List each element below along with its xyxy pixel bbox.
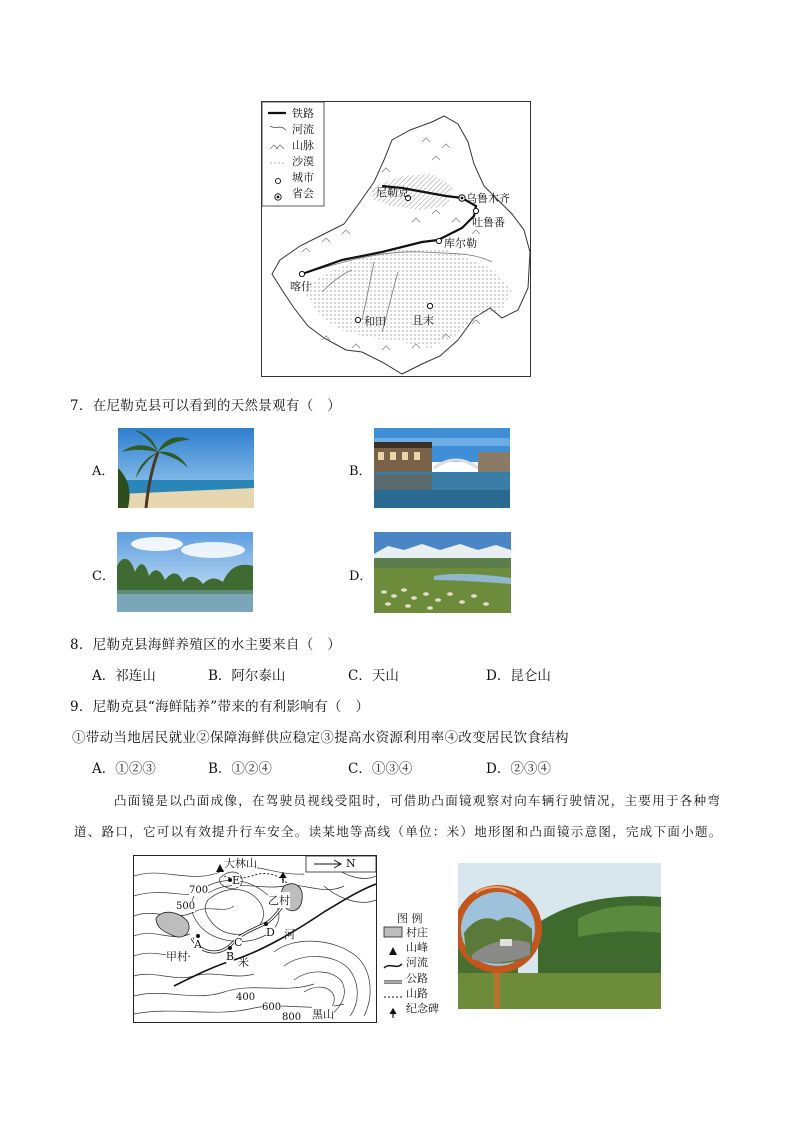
q9-option-b: B．①②④ <box>208 761 272 777</box>
point-e-label: E <box>232 874 241 887</box>
city-urumqi: 乌鲁木齐 <box>466 192 510 205</box>
village-jia-area <box>156 912 189 937</box>
city-hotan: 和田 <box>364 315 386 328</box>
water-town-photo <box>374 428 510 508</box>
karst-river-photo <box>117 532 253 612</box>
beach-palm-photo <box>118 428 254 508</box>
legend-desert: 沙漠 <box>292 155 314 168</box>
contour-700: 700 <box>189 885 209 896</box>
legend-mountain: 山脉 <box>292 139 314 152</box>
legend-peak: 山峰 <box>406 941 428 955</box>
q8-option-b: B．阿尔泰山 <box>208 668 286 684</box>
dalin-peak-icon <box>216 864 224 872</box>
legend-title: 图 例 <box>397 912 423 925</box>
legend-highway: 公路 <box>406 971 428 985</box>
city-nileke: 尼勒克 <box>376 186 409 199</box>
city-kashgar: 喀什 <box>290 280 312 293</box>
q9-statements: ①带动当地居民就业②保障海鲜供应稳定③提高水资源利用率④改变居民饮食结构 <box>72 730 569 746</box>
q8-option-c: C．天山 <box>348 668 399 684</box>
xinjiang-map <box>261 101 531 377</box>
river-char-mi: 米 <box>238 956 249 969</box>
monument-icon <box>280 873 286 883</box>
legend-river: 河流 <box>292 123 314 136</box>
q7-stem: 7．在尼勒克县可以看到的天然景观有（ ） <box>70 398 342 414</box>
north-label: N <box>346 857 356 870</box>
point-d-label: D <box>266 926 275 939</box>
convex-mirror-photo <box>458 863 661 1009</box>
point-a-label: A <box>194 938 202 951</box>
passage-line-2: 道、路口，它可以有效提升行车安全。读某地等高线（单位：米）地形图和凸面镜示意图，完成下面小题。 <box>74 824 723 839</box>
contour-500: 500 <box>176 901 196 912</box>
city-turpan: 吐鲁番 <box>472 216 505 229</box>
city-korla: 库尔勒 <box>444 237 477 250</box>
legend-railway: 铁路 <box>292 107 314 120</box>
q7-option-d-label: D． <box>349 569 373 584</box>
legend-mountain-path: 山路 <box>406 986 428 1000</box>
legend-monument: 纪念碑 <box>406 1002 439 1016</box>
contour-400: 400 <box>236 992 256 1003</box>
q8-option-d: D．昆仑山 <box>486 668 551 684</box>
q9-option-d: D．②③④ <box>486 761 551 777</box>
legend-capital: 省会 <box>292 187 314 200</box>
q9-option-c: C．①③④ <box>348 761 413 777</box>
q7-option-a-label: A． <box>92 464 115 479</box>
village-yi-label: 乙村 <box>268 894 290 907</box>
peak-hei-label: 黑山 <box>312 1008 334 1021</box>
legend-city: 城市 <box>292 171 314 184</box>
passage-line-1: 凸面镜是以凸面成像，在驾驶员视线受阻时，可借助凸面镜观察对向车辆行驶情况，主要用于各种弯 <box>114 793 722 808</box>
q7-option-b-label: B． <box>349 464 372 479</box>
grassland-sheep-photo <box>374 532 511 613</box>
map2-legend <box>382 910 462 1028</box>
contour-600: 600 <box>262 1002 282 1013</box>
q7-option-c-label: C． <box>92 569 115 584</box>
point-b-label: B <box>226 950 235 963</box>
peak-dalin-label: 大林山 <box>224 857 257 870</box>
village-jia-label: 甲村 <box>166 950 188 963</box>
q9-option-a: A．①②③ <box>92 761 156 777</box>
point-c-label: C <box>234 936 243 949</box>
contour-map <box>133 855 377 1023</box>
contour-800: 800 <box>282 1012 302 1023</box>
city-qiemo: 且末 <box>412 314 434 327</box>
q8-option-a: A．祁连山 <box>92 668 156 684</box>
q8-stem: 8．尼勒克县海鲜养殖区的水主要来自（ ） <box>70 637 342 653</box>
legend-village: 村庄 <box>406 926 428 939</box>
legend-river2: 河流 <box>406 956 428 970</box>
river-char-he: 河 <box>284 928 295 941</box>
q9-stem: 9．尼勒克县“海鲜陆养”带来的有利影响有（ ） <box>70 699 370 715</box>
